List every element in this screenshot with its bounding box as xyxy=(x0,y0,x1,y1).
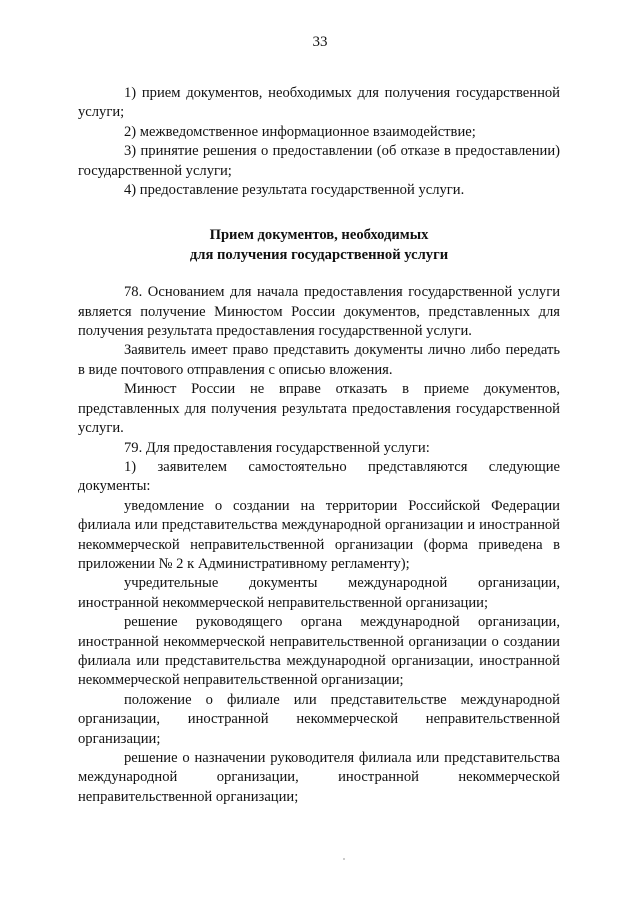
document-list-item: решение о назначении руководителя филиала или представительства международной организации, иностранной некоммерческой неправительственной организации; xyxy=(78,750,560,805)
section-heading-line-2: для получения государственной услуги xyxy=(189,246,449,263)
document-list-item: решение руководящего органа международной организации, иностранной некоммерческой неправительственной организации о создании филиала или представительства международной организации, иностранной некоммерческой неправительственной организации; xyxy=(78,614,560,689)
list-item: 2) межведомственное информационное взаимодействие; xyxy=(124,123,476,140)
paragraph: Минюст России не вправе отказать в приеме документов, представленных для получения результата предоставления государственной услуги. xyxy=(78,381,560,437)
paragraph-79: 79. Для предоставления государственной услуги: xyxy=(124,439,430,456)
document-list-item: уведомление о создании на территории Российской Федерации филиала или представительства международной организации и иностранной некоммерческой неправительственной организации (форма приведена в приложении № 2 к Административному регламенту); xyxy=(78,497,560,572)
scan-speck xyxy=(343,858,345,860)
page-number: 33 xyxy=(312,34,328,50)
paragraph: 1) заявителем самостоятельно представляются следующие документы: xyxy=(78,458,560,495)
list-item: 4) предоставление результата государственной услуги. xyxy=(124,182,465,199)
section-heading-line-1: Прием документов, необходимых xyxy=(209,227,429,244)
list-item: 3) принятие решения о предоставлении (об отказе в предоставлении) государственной услуги; xyxy=(78,143,560,179)
document-body xyxy=(78,84,560,807)
list-item: 1) прием документов, необходимых для получения государственной услуги; xyxy=(78,85,560,121)
document-list-item: положение о филиале или представительстве международной организации, иностранной некоммерческой неправительственной организации; xyxy=(78,691,560,747)
document-list-item: учредительные документы международной организации, иностранной некоммерческой неправительственной организации; xyxy=(78,575,560,611)
paragraph: Заявитель имеет право представить документы лично либо передать в виде почтового отправления с описью вложения. xyxy=(78,342,560,378)
paragraph-78: 78. Основанием для начала предоставления государственной услуги является получение Минюстом России документов, представленных для получения результата предоставления государственной услуги. xyxy=(78,284,560,340)
section-heading xyxy=(78,226,560,265)
